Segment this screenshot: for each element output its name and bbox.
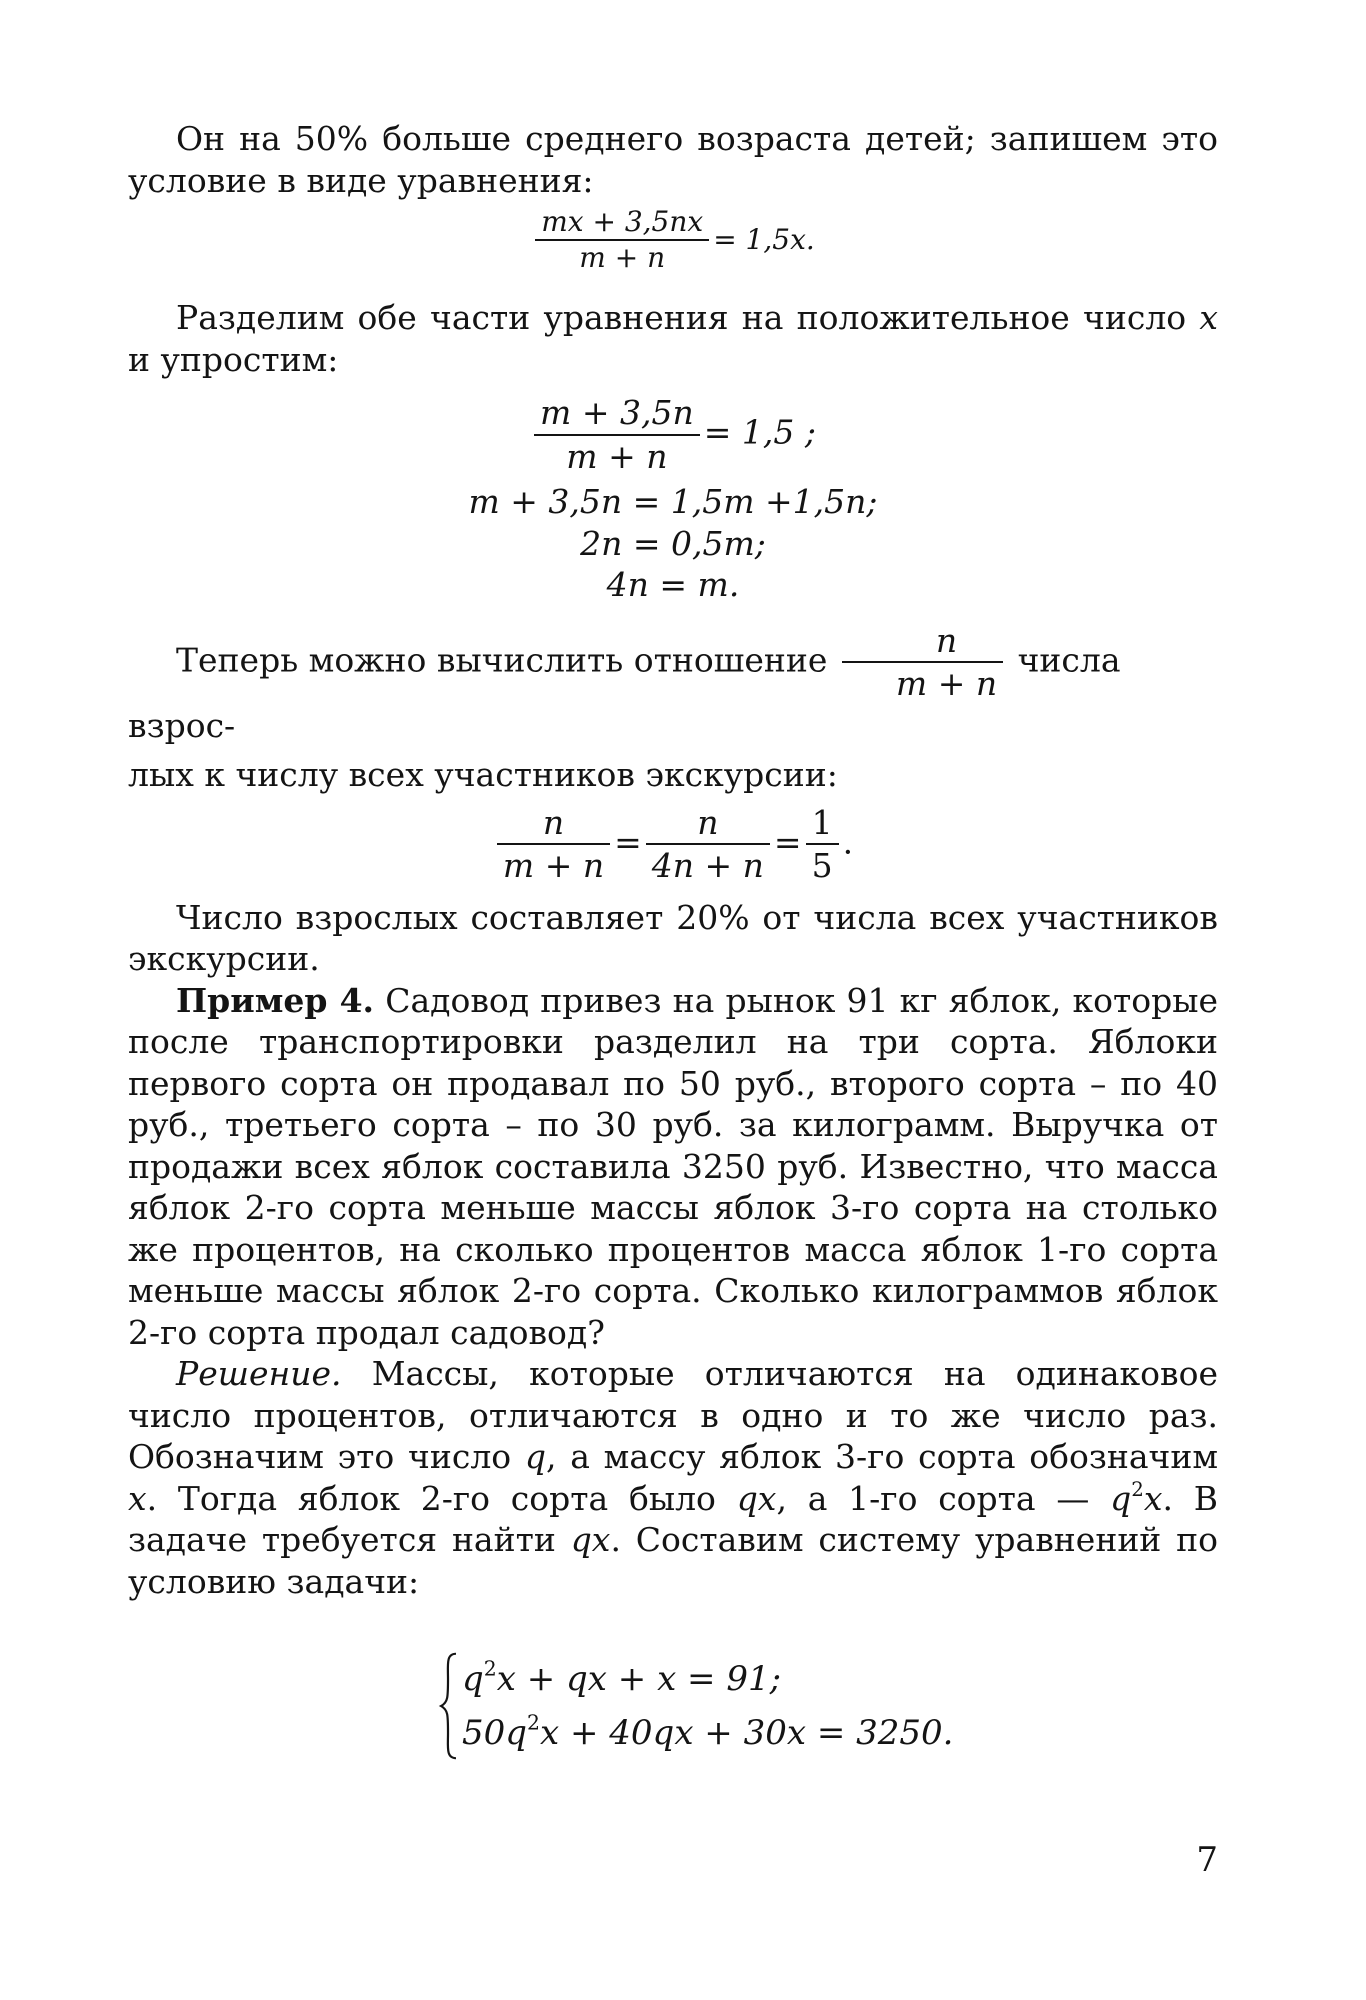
system-line-2 — [462, 1706, 953, 1760]
curly-brace-icon — [438, 1652, 460, 1760]
r1-denominator: m + n — [502, 846, 605, 885]
example-text: Садовод привез на рынок 91 кг яблок, которые после транспортировки разделил на три сорта. Яблоки первого сорта он продавал по 50 руб., второго сорта – по 40 руб., третьего сорта – по 30 руб. за килограмм. Выручка от продажи всех яблок составила 3250 руб. Известно, что масса яблок 2-го сорта меньше массы яблок 3-го сорта на столько же процентов, на сколько процентов масса яблок 1-го сорта меньше массы яблок 2-го сорта. Сколько килограммов яблок 2-го сорта продал садовод? — [128, 980, 1218, 1352]
sys2-rest: x + 40qx + 30x = 3250. — [540, 1713, 954, 1753]
paragraph-example-4 — [128, 980, 1218, 1354]
paragraph-ratio — [128, 620, 1218, 747]
fraction-ratio — [842, 620, 1003, 705]
system-line-1 — [462, 1652, 953, 1706]
p2-var-x: x — [1199, 298, 1218, 337]
sys1-rest: x + qx + x = 91; — [496, 1659, 782, 1699]
eq1-denominator: m + n — [579, 241, 666, 274]
fraction-eq1 — [535, 205, 709, 275]
paragraph-divide — [128, 297, 1218, 380]
eq1-numerator: mx + 3,5nx — [535, 205, 709, 241]
ratio-numerator: n — [842, 620, 1003, 664]
sol-var-x: x — [128, 1478, 147, 1518]
eq2-numerator: m + 3,5n — [534, 392, 700, 436]
sys2-sup: 2 — [527, 1710, 541, 1735]
sol-sup-2: 2 — [1131, 1477, 1144, 1501]
p2-text-b: и упростим: — [128, 339, 339, 379]
paragraph-ratio-cont: лых к числу всех участников экскурсии: — [128, 755, 838, 794]
sol-text-4: , а 1-го сорта — — [776, 1478, 1111, 1518]
fraction-eq2 — [534, 392, 700, 477]
fraction-r3 — [806, 802, 839, 887]
paragraph-solution — [128, 1353, 1218, 1602]
r-equals-1: = — [614, 822, 642, 861]
eq2-rhs: = 1,5 ; — [703, 412, 816, 452]
solution-label: Решение. — [176, 1354, 342, 1393]
fraction-r1 — [497, 802, 610, 887]
equation-1 — [128, 205, 1218, 275]
sol-text-6: . Составим систему уравнений по условию задачи: — [128, 1520, 1218, 1601]
sol-var-qx2: qx — [570, 1520, 611, 1559]
page-body — [128, 118, 1218, 1760]
sys1-q: q — [462, 1659, 484, 1699]
equation-5: 4n = m. — [606, 565, 740, 604]
eq2-denominator: m + n — [566, 436, 668, 476]
eq1-rhs: = 1,5x. — [713, 223, 815, 256]
r1-numerator: n — [497, 802, 610, 846]
sol-text-5: . В задаче требуется найти — [128, 1478, 1218, 1559]
sys1-sup: 2 — [483, 1656, 497, 1681]
sol-var-x2: x — [1143, 1478, 1163, 1518]
ratio-denominator: m + n — [895, 664, 998, 703]
equation-2 — [128, 392, 1218, 477]
r2-denominator: 4n + n — [651, 846, 764, 885]
example-label: Пример 4. — [176, 980, 375, 1020]
r3-denominator: 5 — [811, 846, 833, 885]
equation-system-block — [128, 1652, 1218, 1760]
sol-text-1: Массы, которые отличаются на одинаковое число процентов, отличаются в одно и то же число раз. Обозначим это число — [128, 1354, 1218, 1476]
sol-var-q2: q — [1110, 1478, 1132, 1518]
paragraph-condition: Он на 50% больше среднего возраста детей; запишем это условие в виде уравнения: — [128, 119, 1218, 200]
equation-4: 2n = 0,5m; — [580, 523, 766, 563]
r3-numerator: 1 — [806, 802, 839, 846]
equation-3: m + 3,5n = 1,5m +1,5n; — [468, 482, 878, 521]
sol-text-2: , а массу яблок 3-го сорта обозначим — [546, 1437, 1218, 1476]
sys2-q: 50q — [462, 1713, 528, 1753]
equation-ratio — [128, 802, 1218, 887]
paragraph-result: Число взрослых составляет 20% от числа всех участников экскурсии. — [128, 897, 1218, 978]
r-equals-2: = — [773, 822, 802, 861]
fraction-r2 — [646, 802, 770, 887]
sol-text-3: . Тогда яблок 2-го сорта было — [146, 1478, 737, 1518]
sol-var-qx: qx — [736, 1478, 777, 1518]
r-end: . — [842, 822, 854, 861]
equation-system — [438, 1652, 953, 1760]
p3-text-b: числа взрос- — [128, 640, 1121, 745]
p2-text-a: Разделим обе части уравнения на положительное число — [176, 298, 1200, 337]
r2-numerator: n — [646, 802, 770, 846]
page-number: 7 — [1196, 1840, 1218, 1880]
p3-text-a: Теперь можно вычислить отношение — [176, 640, 838, 679]
sol-var-q: q — [524, 1437, 547, 1476]
